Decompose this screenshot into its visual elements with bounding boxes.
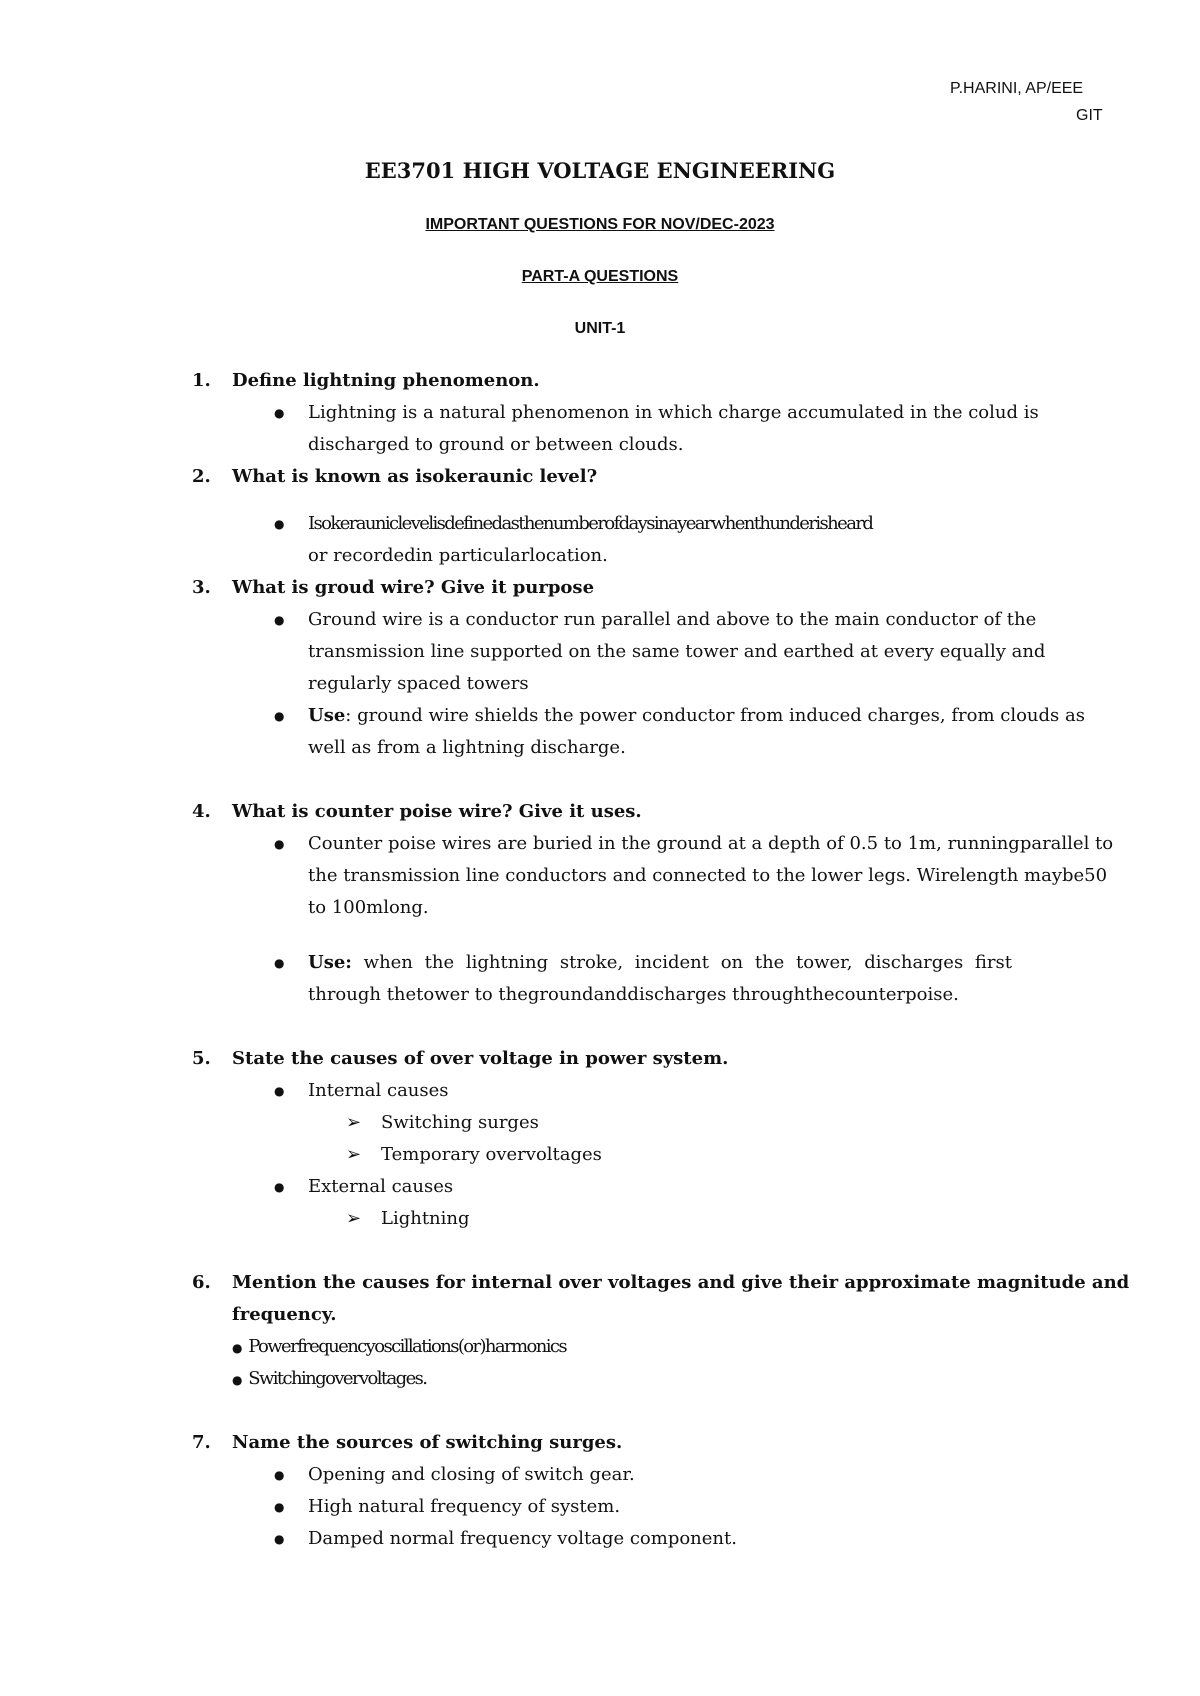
answer-line: discharged to ground or between clouds. (308, 434, 684, 455)
author-label: P.HARINI, AP/EEE (950, 80, 1084, 97)
answer-line: Opening and closing of switch gear. (308, 1464, 635, 1485)
arrow-bullet-icon: ➢ (346, 1144, 362, 1165)
answer-line: High natural frequency of system. (308, 1496, 621, 1517)
answer-line: Use: ground wire shields the power conductor from induced charges, from clouds as (308, 705, 1085, 726)
answer-line: Damped normal frequency voltage component. (308, 1528, 737, 1549)
question-3: 3. What is groud wire? Give it purpose (192, 577, 595, 598)
answer-line: or recordedin particularlocation. (308, 545, 608, 566)
bullet-icon: ● (232, 1341, 243, 1355)
answer-line: ● Switchingovervoltages. (232, 1368, 427, 1389)
question-6-cont: frequency. (232, 1304, 337, 1325)
question-6: 6. Mention the causes for internal over voltages and give their approximate magnitude and (192, 1272, 1130, 1293)
bullet-icon: ● (274, 1532, 285, 1546)
unit-heading: UNIT-1 (574, 320, 626, 337)
page-title: EE3701 HIGH VOLTAGE ENGINEERING (364, 158, 836, 183)
bullet-icon: ● (274, 517, 285, 531)
college-label: GIT (1076, 107, 1103, 124)
bullet-icon: ● (274, 613, 285, 627)
answer-line: regularly spaced towers (308, 673, 529, 694)
bullet-icon: ● (274, 709, 285, 723)
arrow-bullet-icon: ➢ (346, 1112, 362, 1133)
bullet-icon: ● (274, 406, 285, 420)
answer-line: well as from a lightning discharge. (308, 737, 626, 758)
question-5: 5. State the causes of over voltage in power system. (192, 1048, 729, 1069)
answer-line: to 100mlong. (308, 897, 429, 918)
bullet-icon: ● (274, 837, 285, 851)
sub-item: Lightning (381, 1208, 470, 1229)
bullet-icon: ● (274, 956, 285, 970)
question-7: 7. Name the sources of switching surges. (192, 1432, 623, 1453)
answer-line: Internal causes (308, 1080, 449, 1101)
part-heading: PART-A QUESTIONS (521, 268, 679, 285)
bullet-icon: ● (232, 1373, 243, 1387)
answer-line: Use: when the lightning stroke, incident on the tower, discharges first (308, 952, 1012, 973)
question-2: 2. What is known as isokeraunic level? (192, 466, 598, 487)
question-1: 1. Define lightning phenomenon. (192, 370, 540, 391)
bullet-icon: ● (274, 1500, 285, 1514)
subtitle: IMPORTANT QUESTIONS FOR NOV/DEC-2023 (425, 216, 775, 233)
answer-line: the transmission line conductors and connected to the lower legs. Wirelength maybe50 (308, 865, 1108, 886)
answer-line: Isokerauniclevelisdefinedasthenumberofdaysinayearwhenthunderisheard (308, 513, 873, 534)
answer-line: Ground wire is a conductor run parallel and above to the main conductor of the (308, 609, 1037, 630)
answer-line: External causes (308, 1176, 454, 1197)
sub-item: Temporary overvoltages (381, 1144, 602, 1165)
answer-line: ● Powerfrequencyoscillations(or)harmonics (232, 1336, 567, 1357)
answer-line: transmission line supported on the same tower and earthed at every equally and (308, 641, 1046, 662)
answer-line: Counter poise wires are buried in the ground at a depth of 0.5 to 1m, runningparallel to (308, 833, 1114, 854)
arrow-bullet-icon: ➢ (346, 1208, 362, 1229)
answer-line: Lightning is a natural phenomenon in which charge accumulated in the colud is (308, 402, 1039, 423)
bullet-icon: ● (274, 1084, 285, 1098)
bullet-icon: ● (274, 1468, 285, 1482)
bullet-icon: ● (274, 1180, 285, 1194)
question-4: 4. What is counter poise wire? Give it uses. (192, 801, 642, 822)
answer-line: through thetower to thegroundanddischarges throughthecounterpoise. (308, 984, 959, 1005)
sub-item: Switching surges (381, 1112, 539, 1133)
